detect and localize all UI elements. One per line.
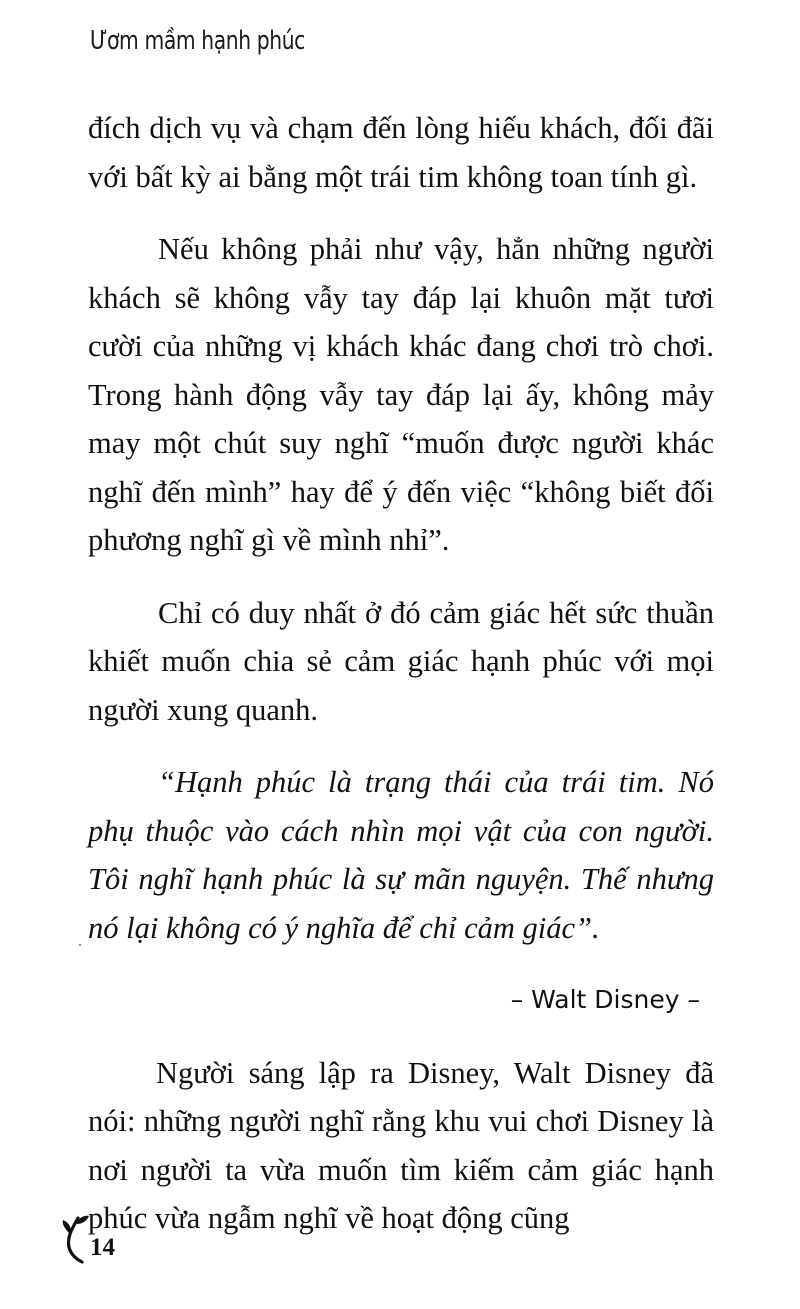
- quote: “Hạnh phúc là trạng thái của trái tim. Nó phụ thuộc vào cách nhìn mọi vật của con người. Tôi nghĩ hạnh phúc là sự mãn nguyện. Thế nhưng nó lại không có ý nghĩa để chỉ cảm giác”.: [88, 765, 714, 945]
- page-number: 14: [90, 1234, 115, 1261]
- quote-attribution: – Walt Disney –: [510, 985, 700, 1014]
- body-text: [88, 104, 714, 1243]
- paragraph: Người sáng lập ra Disney, Walt Disney đã nói: những người nghĩ rằng khu vui chơi Disney là nơi người ta vừa muốn tìm kiếm cảm giác hạnh phúc vừa ngẫm nghĩ về hoạt động cũng: [88, 1055, 714, 1235]
- print-speck: [79, 944, 81, 946]
- page-footer: [60, 1212, 115, 1264]
- paragraph-continued: đích dịch vụ và chạm đến lòng hiếu khách, đối đãi với bất kỳ ai bằng một trái tim không toan tính gì.: [88, 111, 714, 194]
- paragraph: Nếu không phải như vậy, hẳn những người khách sẽ không vẫy tay đáp lại khuôn mặt tươi cười của những vị khách khác đang chơi trò chơi. Trong hành động vẫy tay đáp lại ấy, không mảy may một chút suy nghĩ “muốn được người khác nghĩ đến mình” hay để ý đến việc “không biết đối phương nghĩ gì về mình nhỉ”.: [88, 232, 714, 557]
- sprout-icon: [60, 1212, 90, 1264]
- running-header: Ươm mầm hạnh phúc: [90, 26, 305, 56]
- paragraph: Chỉ có duy nhất ở đó cảm giác hết sức thuần khiết muốn chia sẻ cảm giác hạnh phúc với mọi người xung quanh.: [88, 595, 714, 727]
